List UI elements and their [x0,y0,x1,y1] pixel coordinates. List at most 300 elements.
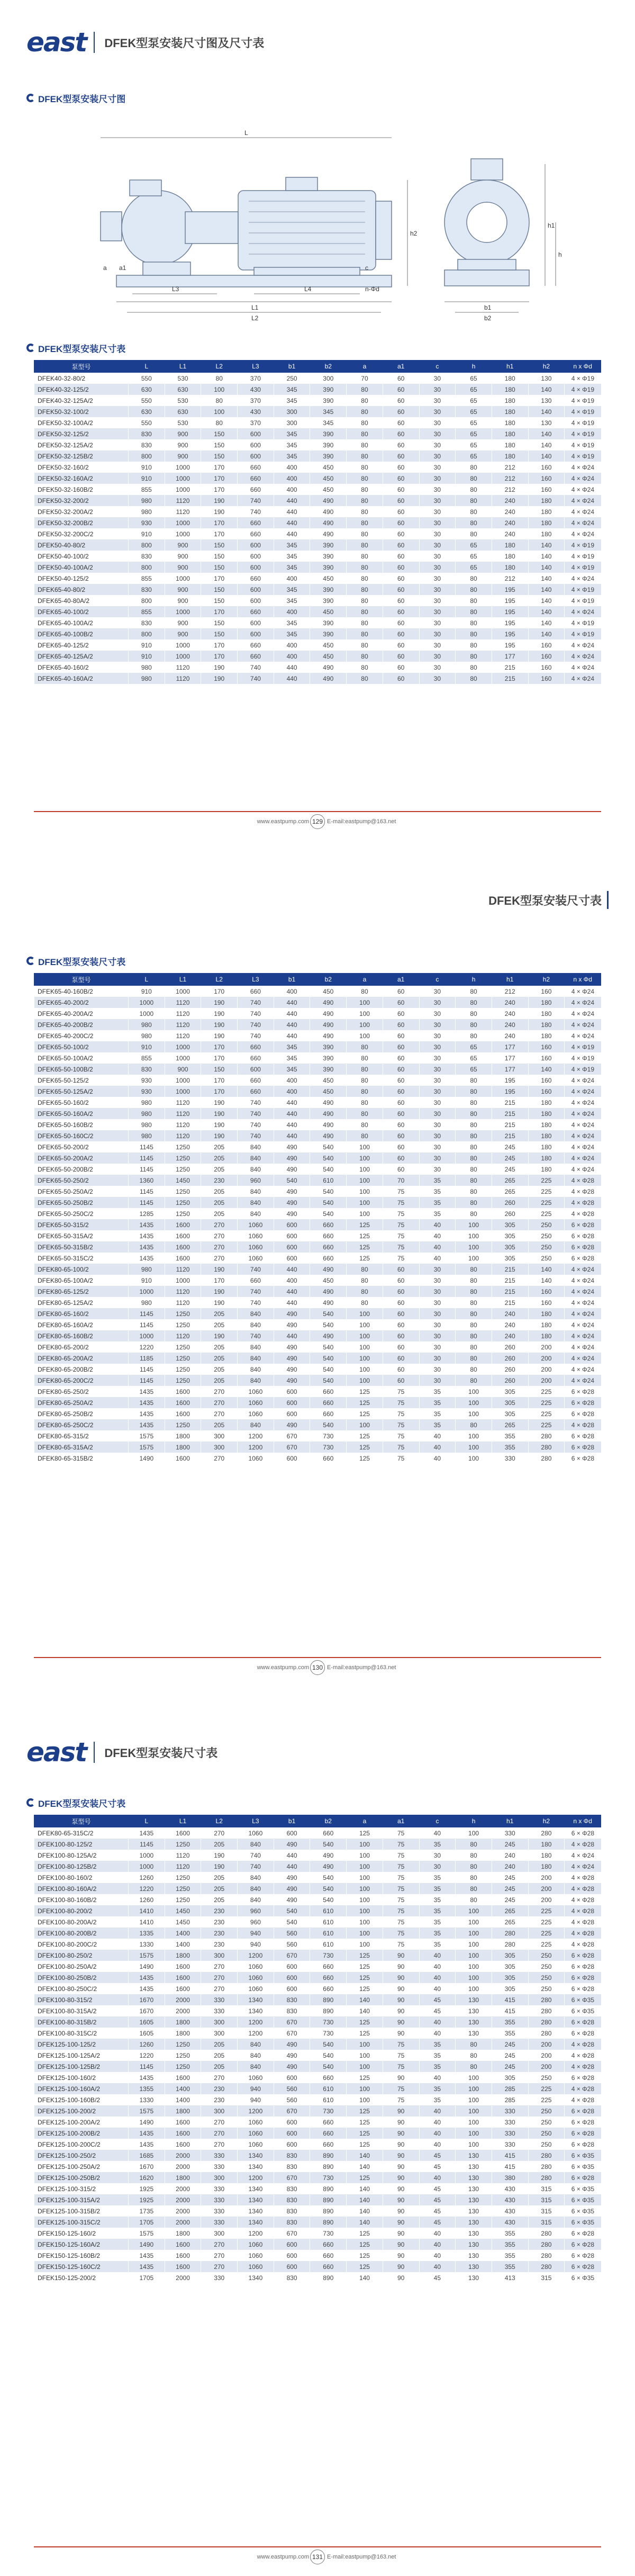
dimension-cell: 30 [419,384,456,395]
dimension-cell: 1435 [129,1827,165,1839]
column-header: a [347,974,383,986]
pump-model-cell: DFEK40-32-125A/2 [34,395,129,406]
dimension-cell: 45 [419,2217,456,2228]
dimension-cell: 1250 [165,1152,201,1164]
dimension-cell: 4 × Φ24 [565,662,601,673]
dimension-cell: 560 [274,1939,310,1950]
dimension-cell: 4 × Φ28 [565,2050,601,2061]
dimension-cell: 265 [492,1175,528,1186]
dimension-cell: 200 [528,1353,565,1364]
pump-model-cell: DFEK50-40-100A/2 [34,562,129,573]
dimension-cell: 600 [274,1241,310,1253]
dimension-cell: 1340 [238,2217,274,2228]
dimension-cell: 1600 [165,2239,201,2250]
footer-website[interactable]: www.eastpump.com [257,2554,309,2560]
dimension-cell: 205 [201,1308,238,1319]
dimension-cell: 125 [347,1397,383,1408]
dimension-cell: 1355 [129,2083,165,2094]
dimension-cell: 90 [383,2128,419,2139]
pump-model-cell: DFEK50-40-80/2 [34,539,129,551]
dimension-cell: 1435 [129,1253,165,1264]
dimension-cell: 75 [383,1241,419,1253]
dimension-cell: 490 [274,1208,310,1219]
dimension-cell: 150 [201,584,238,595]
table-row [34,1175,601,1186]
dimension-cell: 205 [201,2050,238,2061]
dimension-cell: 890 [310,2150,347,2161]
dimension-cell: 490 [274,1308,310,1319]
dimension-cell: 4 × Φ24 [565,495,601,506]
dimension-cell: 730 [310,2228,347,2239]
dimension-cell: 490 [310,495,347,506]
dimension-cell: 40 [419,1430,456,1442]
table-row [34,1353,601,1364]
dimension-cell: 1260 [129,2039,165,2050]
dimension-cell: 35 [419,1872,456,1883]
dimension-cell: 1120 [165,495,201,506]
dimension-cell: 80 [347,406,383,417]
dimension-cell: 4 × Φ19 [565,551,601,562]
pump-model-cell: DFEK65-50-315C/2 [34,1253,129,1264]
dimension-cell: 40 [419,2116,456,2128]
dimension-cell: 2000 [165,2205,201,2217]
pump-model-cell: DFEK125-100-200B/2 [34,2128,129,2139]
pump-model-cell: DFEK125-100-315A/2 [34,2194,129,2205]
dimension-cell: 740 [238,1108,274,1119]
dimension-cell: 30 [419,584,456,595]
dimension-cell: 60 [383,1364,419,1375]
dimension-cell: 80 [347,1297,383,1308]
pump-model-cell: DFEK100-80-125A/2 [34,1850,129,1861]
dimension-cell: 345 [274,439,310,451]
dimension-cell: 80 [201,417,238,428]
dimension-cell: 855 [129,484,165,495]
dimension-cell: 80 [347,662,383,673]
table-row [34,1330,601,1341]
dimension-cell: 660 [238,651,274,662]
dimension-cell: 240 [492,1019,528,1030]
dimension-cell: 345 [274,451,310,462]
pump-model-cell: DFEK150-125-160A/2 [34,2239,129,2250]
dimension-cell: 75 [383,1419,419,1430]
table-row [34,2217,601,2228]
dimension-cell: 490 [310,528,347,539]
dimension-cell: 800 [129,562,165,573]
dimension-cell: 980 [129,1119,165,1130]
dimension-cell: 540 [310,1872,347,1883]
dimension-cell: 840 [238,1883,274,1894]
dimension-cell: 245 [492,2061,528,2072]
dimension-cell: 740 [238,997,274,1008]
dimension-cell: 300 [274,417,310,428]
dimension-cell: 730 [310,1442,347,1453]
dimension-cell: 35 [419,1916,456,1928]
dimension-cell: 1000 [165,462,201,473]
dimension-cell: 390 [310,384,347,395]
dimension-cell: 140 [528,573,565,584]
dimension-cell: 315 [528,2272,565,2283]
dimension-cell: 240 [492,1850,528,1861]
table-row [34,1905,601,1916]
dimension-cell: 80 [456,462,492,473]
dimension-cell: 345 [274,551,310,562]
dimension-cell: 100 [347,2039,383,2050]
dimension-cell: 177 [492,1064,528,1075]
dimension-cell: 225 [528,1175,565,1186]
pump-model-cell: DFEK80-65-200A/2 [34,1353,129,1364]
dimension-cell: 490 [274,1364,310,1375]
dimension-cell: 190 [201,1019,238,1030]
dimension-cell: 4 × Φ24 [565,673,601,684]
dimension-cell: 80 [347,606,383,617]
dimension-cell: 60 [383,539,419,551]
dimension-cell: 40 [419,2105,456,2116]
dimension-cell: 180 [492,384,528,395]
dimension-cell: 1120 [165,997,201,1008]
dimension-cell: 1800 [165,2016,201,2028]
dimension-cell: 890 [310,2161,347,2172]
footer-website[interactable]: www.eastpump.com [257,1664,309,1671]
dimension-cell: 30 [419,573,456,584]
dimension-cell: 840 [238,1308,274,1319]
dimension-cell: 140 [347,2205,383,2217]
dimension-cell: 205 [201,2061,238,2072]
dimension-cell: 6 × Φ28 [565,2128,601,2139]
dimension-cell: 180 [528,517,565,528]
dimension-cell: 4 × Φ24 [565,1086,601,1097]
dimension-cell: 440 [274,662,310,673]
table-row [34,551,601,562]
pump-model-cell: DFEK65-40-100/2 [34,606,129,617]
dimension-cell: 125 [347,1827,383,1839]
dimension-cell: 30 [419,1108,456,1119]
dimension-cell: 180 [528,1861,565,1872]
column-header: b1 [274,361,310,373]
dimension-cell: 270 [201,1253,238,1264]
dimension-cell: 100 [456,1430,492,1442]
dimension-cell: 80 [347,1052,383,1064]
dimension-cell: 450 [310,1075,347,1086]
dimension-cell: 1600 [165,2139,201,2150]
dimension-cell: 100 [347,2083,383,2094]
dimension-cell: 600 [274,1827,310,1839]
footer-website[interactable]: www.eastpump.com [257,818,309,825]
dimension-cell: 345 [274,595,310,606]
dimension-cell: 250 [528,1253,565,1264]
column-header: h1 [492,361,528,373]
table-row [34,1119,601,1130]
dimension-cell: 225 [528,1928,565,1939]
dimension-cell: 910 [129,1041,165,1052]
dimension-cell: 6 × Φ28 [565,1397,601,1408]
dimension-cell: 60 [383,1152,419,1164]
dimension-cell: 245 [492,2050,528,2061]
dimension-cell: 60 [383,473,419,484]
pump-model-cell: DFEK65-50-250C/2 [34,1208,129,1219]
dimension-cell: 100 [347,1319,383,1330]
column-header: h2 [528,974,565,986]
dimension-cell: 600 [238,584,274,595]
dimension-cell: 65 [456,417,492,428]
dimension-cell: 280 [528,2250,565,2261]
dimension-cell: 4 × Φ24 [565,506,601,517]
dimension-cell: 90 [383,1972,419,1983]
dimension-cell: 660 [238,517,274,528]
dimension-cell: 30 [419,451,456,462]
table-row [34,2005,601,2016]
dimension-cell: 4 × Φ19 [565,539,601,551]
dimension-cell: 180 [528,1164,565,1175]
dimension-cell: 540 [310,1839,347,1850]
discharge-flange [130,180,161,196]
table-row [34,2072,601,2083]
dimension-cell: 200 [528,2039,565,2050]
dimension-cell: 75 [383,1186,419,1197]
dimension-cell: 75 [383,2050,419,2061]
dimension-cell: 180 [528,1152,565,1164]
dimension-cell: 600 [274,1453,310,1464]
column-header: h [456,361,492,373]
dimension-cell: 230 [201,1939,238,1950]
dimension-cell: 90 [383,1983,419,1994]
dimension-cell: 170 [201,462,238,473]
dimension-cell: 65 [456,551,492,562]
dimension-cell: 130 [528,417,565,428]
dimension-cell: 1705 [129,2217,165,2228]
dimension-cell: 180 [528,1839,565,1850]
dimension-cell: 65 [456,539,492,551]
dimension-cell: 60 [383,439,419,451]
dimension-cell: 600 [274,2139,310,2150]
dimension-cell: 65 [456,395,492,406]
table-row [34,539,601,551]
dimension-cell: 125 [347,1253,383,1264]
dimension-cell: 1450 [165,1905,201,1916]
terminal-box [286,177,318,191]
dimension-cell: 30 [419,595,456,606]
dimension-cell: 130 [456,2028,492,2039]
dimension-cell: 2000 [165,2272,201,2283]
dimension-cell: 250 [528,1241,565,1253]
table-row [34,1052,601,1064]
dimension-cell: 190 [201,1264,238,1275]
dimension-cell: 960 [238,1916,274,1928]
dimension-cell: 1250 [165,2039,201,2050]
dimension-cell: 440 [274,1019,310,1030]
dimension-cell: 6 × Φ28 [565,1827,601,1839]
dimension-cell: 195 [492,584,528,595]
dimension-cell: 150 [201,551,238,562]
dimension-cell: 60 [383,1330,419,1341]
pump-model-cell: DFEK65-50-160/2 [34,1097,129,1108]
dimension-cell: 430 [492,2205,528,2217]
dimension-cell: 240 [492,1861,528,1872]
table-row [34,1994,601,2005]
dimension-cell: 6 × Φ35 [565,2205,601,2217]
dimension-cell: 1060 [238,2116,274,2128]
dimension-cell: 4 × Φ19 [565,595,601,606]
dimension-cell: 1145 [129,2061,165,2072]
dimension-cell: 140 [347,2183,383,2194]
dimension-cell: 300 [201,2105,238,2116]
dimension-cell: 60 [383,1119,419,1130]
table-row [34,2272,601,2283]
side-view-support [458,259,516,270]
column-header: h2 [528,1815,565,1827]
pump-model-cell: DFEK65-50-200/2 [34,1141,129,1152]
dimension-cell: 40 [419,1827,456,1839]
dimension-cell: 270 [201,2116,238,2128]
dimension-cell: 230 [201,2094,238,2105]
dimension-cell: 6 × Φ35 [565,2194,601,2205]
dimension-cell: 4 × Φ28 [565,1872,601,1883]
dimension-cell: 80 [456,528,492,539]
footer-email[interactable]: E-mail:eastpump@163.net [327,818,396,825]
table-row [34,1297,601,1308]
dimension-cell: 80 [456,1108,492,1119]
dimension-cell: 40 [419,2250,456,2261]
pump-model-cell: DFEK125-100-315C/2 [34,2217,129,2228]
dimension-cell: 40 [419,1219,456,1230]
table-row [34,1408,601,1419]
dimension-cell: 4 × Φ28 [565,1208,601,1219]
dimension-cell: 270 [201,1408,238,1419]
column-header: L1 [165,361,201,373]
footer-email[interactable]: E-mail:eastpump@163.net [327,1664,396,1671]
pump-model-cell: DFEK65-40-100B/2 [34,628,129,640]
dimension-cell: 100 [347,2094,383,2105]
dimension-cell: 830 [129,617,165,628]
dim-label-h2: h2 [410,230,418,237]
column-header: L1 [165,1815,201,1827]
dimension-cell: 80 [456,1175,492,1186]
dimension-cell: 180 [528,528,565,539]
dimension-cell: 30 [419,1275,456,1286]
pump-model-cell: DFEK65-50-250A/2 [34,1186,129,1197]
dimension-cell: 600 [274,2250,310,2261]
side-view-base [444,270,529,286]
dimension-cell: 125 [347,1453,383,1464]
dimension-cell: 245 [492,1164,528,1175]
dimension-cell: 30 [419,484,456,495]
dimension-cell: 160 [528,662,565,673]
pump-model-cell: DFEK80-65-160/2 [34,1308,129,1319]
dimension-cell: 125 [347,1430,383,1442]
dimension-cell: 900 [165,617,201,628]
footer-email[interactable]: E-mail:eastpump@163.net [327,2554,396,2560]
dimension-cell: 660 [310,1230,347,1241]
dimension-cell: 80 [347,1097,383,1108]
dimension-cell: 270 [201,1961,238,1972]
dim-label-b1: b1 [484,304,492,311]
pump-model-cell: DFEK125-100-125B/2 [34,2061,129,2072]
dimension-cell: 35 [419,2083,456,2094]
dimension-cell: 980 [129,1297,165,1308]
dimension-cell: 1250 [165,1164,201,1175]
dimension-cell: 600 [274,2261,310,2272]
dimension-cell: 200 [528,2061,565,2072]
dimension-cell: 830 [274,2161,310,2172]
dimension-cell: 540 [310,2050,347,2061]
dimension-cell: 1335 [129,1928,165,1939]
dimension-cell: 30 [419,395,456,406]
table-row [34,2050,601,2061]
dimension-cell: 80 [456,1264,492,1275]
dimension-cell: 245 [492,1152,528,1164]
dimension-cell: 600 [274,1386,310,1397]
dimension-cell: 80 [456,1130,492,1141]
dimension-cell: 1200 [238,1442,274,1453]
pump-model-cell: DFEK50-32-100/2 [34,406,129,417]
dimension-cell: 980 [129,1019,165,1030]
dimension-cell: 1200 [238,2105,274,2116]
dimension-cell: 80 [456,1319,492,1330]
dimension-cell: 345 [274,562,310,573]
pump-model-cell: DFEK50-32-200B/2 [34,517,129,528]
dimension-cell: 170 [201,528,238,539]
dimension-cell: 60 [383,673,419,684]
dimension-cell: 630 [165,384,201,395]
pump-model-cell: DFEK65-50-160A/2 [34,1108,129,1119]
dimension-cell: 90 [383,2194,419,2205]
pump-model-cell: DFEK50-32-200C/2 [34,528,129,539]
column-header: c [419,361,456,373]
dimension-cell: 215 [492,1297,528,1308]
dimension-cell: 450 [310,606,347,617]
table-row [34,1319,601,1330]
dimension-cell: 80 [201,395,238,406]
dimension-cell: 225 [528,1419,565,1430]
dimension-cell: 2000 [165,2150,201,2161]
dimension-cell: 180 [528,997,565,1008]
dimension-cell: 600 [274,1397,310,1408]
pump-model-cell: DFEK80-65-125/2 [34,1286,129,1297]
dimension-cell: 180 [492,406,528,417]
dimension-cell: 250 [528,2128,565,2139]
dimension-cell: 30 [419,1019,456,1030]
dimension-cell: 355 [492,2016,528,2028]
dimension-cell: 1600 [165,1827,201,1839]
dimension-cell: 100 [347,1008,383,1019]
dimension-cell: 40 [419,2016,456,2028]
dim-label-L2: L2 [251,314,259,322]
dimension-cell: 215 [492,662,528,673]
dimension-cell: 180 [528,1008,565,1019]
dimension-cell: 80 [347,584,383,595]
dimension-cell: 40 [419,1453,456,1464]
dimension-cell: 1435 [129,2261,165,2272]
dimension-cell: 205 [201,1894,238,1905]
table-row [34,1983,601,1994]
dimension-cell: 670 [274,1442,310,1453]
dimension-cell: 600 [238,562,274,573]
table-row [34,1972,601,1983]
dimension-cell: 370 [238,373,274,384]
dimension-cell: 1120 [165,1008,201,1019]
dimension-cell: 80 [347,484,383,495]
dimension-cell: 270 [201,2128,238,2139]
dimension-cell: 270 [201,1453,238,1464]
dimension-cell: 190 [201,997,238,1008]
dimension-cell: 740 [238,1097,274,1108]
pump-model-cell: DFEK100-80-250/2 [34,1950,129,1961]
footer-rule [34,2546,601,2547]
dimension-cell: 80 [456,628,492,640]
dimension-cell: 4 × Φ24 [565,517,601,528]
table-row [34,1419,601,1430]
dimension-cell: 170 [201,640,238,651]
dimension-cell: 330 [201,2205,238,2217]
